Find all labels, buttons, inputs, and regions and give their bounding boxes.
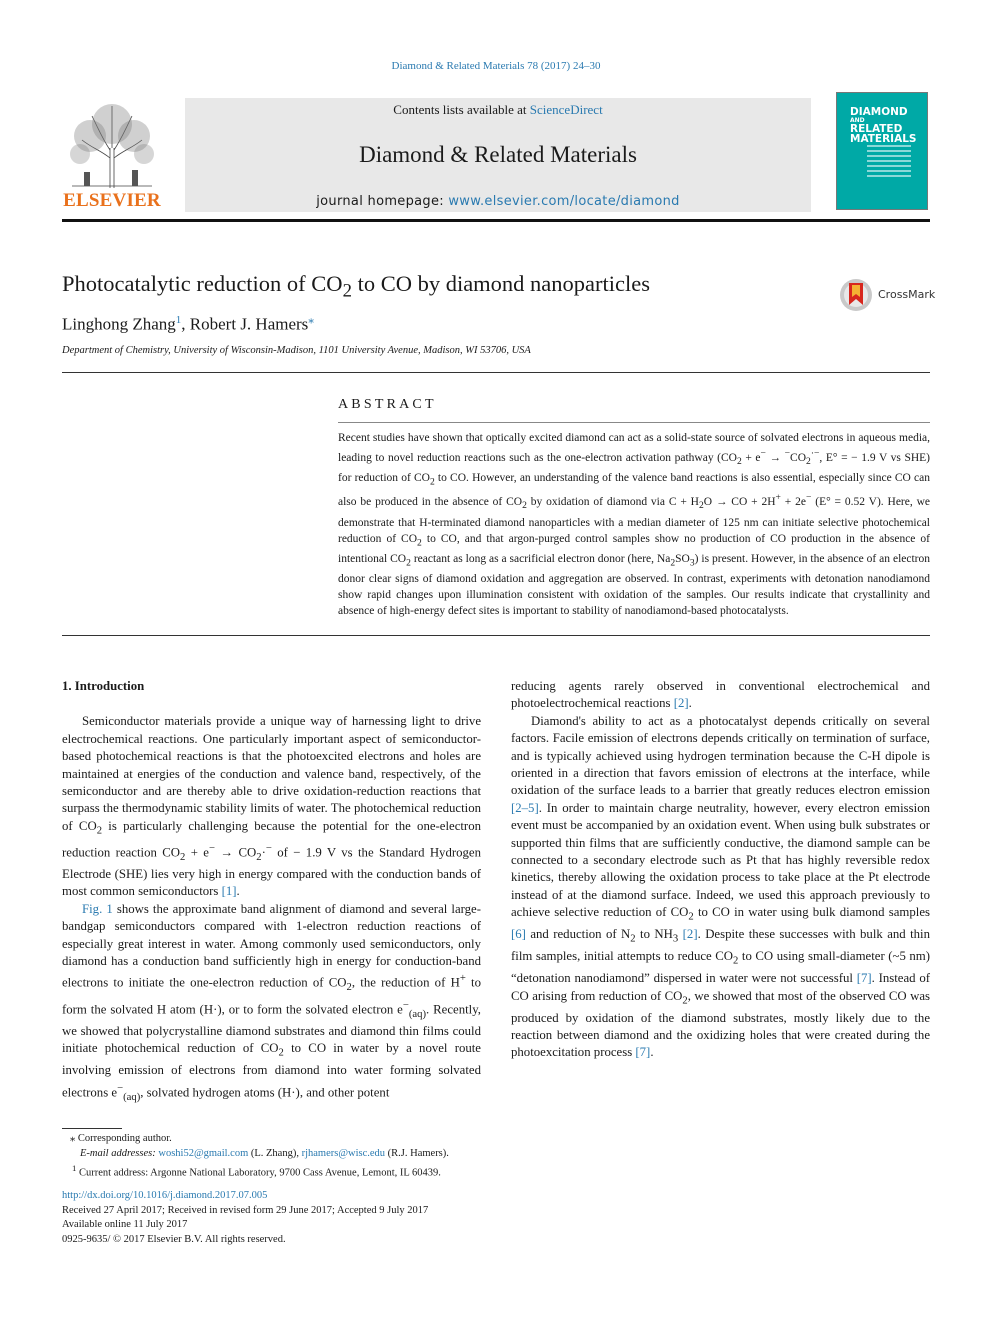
received-dates: Received 27 April 2017; Received in revised form 29 June 2017; Accepted 9 July 2017 (62, 1204, 429, 1216)
cover-title-line: DIAMOND (850, 106, 908, 118)
crossmark-badge[interactable] (838, 277, 936, 313)
doi-link[interactable]: http://dx.doi.org/10.1016/j.diamond.2017.07.005 (62, 1190, 268, 1201)
cover-title-line: AND (850, 117, 865, 124)
journal-title: Diamond & Related Materials (359, 142, 637, 167)
copyright: 0925-9635/ © 2017 Elsevier B.V. All rights reserved. (62, 1233, 286, 1245)
author-name: Linghong Zhang (62, 314, 176, 334)
paragraph: reducing agents rarely observed in conventional electrochemical and photoelectrochemical reactions [2]. (511, 679, 930, 711)
journal-cover[interactable] (836, 92, 928, 210)
contents-line (185, 102, 811, 118)
reference-link[interactable]: [2–5] (511, 800, 539, 815)
paragraph: Fig. 1 shows the approximate band alignment of diamond and several large-bandgap semiconductors compared with 1-electron reduction reactions of especially great interest in water. Among commonly used semiconductors, only diamond has a conduction band sufficiently high in energy for conduction-band electrons to initiate the one-electron reduction of $CO_2$, the reduction of H+ to form the solvated H atom (H·), or to form the solvated electron $e^-_{(aq)}$. Recently, we showed that polycrystalline diamond substrates and diamond thin films could initiate photochemical reduction of $CO_2$ to CO in water by a novel route involving emission of electrons from diamond into water forming solvated electrons $e^-_{(aq)}$, solvated hydrogen atoms (H·), and other potent (62, 901, 481, 1103)
reference-link[interactable]: [6] (511, 927, 526, 942)
figure-link[interactable]: Fig. 1 (82, 901, 113, 916)
reference-link[interactable]: [2] (673, 696, 689, 711)
body-column-left (62, 678, 481, 1106)
reference-link[interactable]: [2] (682, 927, 698, 942)
affiliation: Department of Chemistry, University of Wisconsin-Madison, 1101 University Avenue, Madison, WI 53706, USA (62, 345, 531, 356)
body-column-right (511, 678, 930, 1062)
article-info (62, 1189, 542, 1247)
elsevier-tree-icon (62, 98, 162, 190)
abstract-text: Recent studies have shown that optically excited diamond can act as a solid-state source of solvated electrons in aqueous media, leading to novel reduction reactions such as the one-electron activation pathway ($CO_2 + e^- \to ^-CO_2^{\cdot-}$, E° = − 1.9 V vs SHE) for reduction of $CO_2$ to CO. However, an understanding of the valence band reactions is also essential, especially since CO can also be produced in the absence of $CO_2$ by oxidation of diamond via $C + H_2O$ → CO + 2H+ + 2e− (E° = 0.52 V). Here, we demonstrate that H-terminated diamond nanoparticles with a median diameter of 125 nm can initiate selective photochemical reduction of $CO_2$ to CO, and that argon-purged control samples show no production of CO production in the absence of intentional $CO_2$ reactant as long as a sacrificial electron donor (here, $Na_2SO_3$) is present. However, in the absence of an electron donor clear signs of diamond oxidation and aggregation are observed. In contrast, experiments with detonation nanodiamond show rapid changes upon illumination consistent with oxidation of the samples. Our results indicate that crystallinity and absence of high-energy defect sites is important to stability of nanodiamond-based photocatalysts. (338, 432, 931, 618)
elsevier-logo[interactable] (62, 98, 162, 212)
cover-title (850, 107, 916, 144)
journal-homepage (185, 194, 811, 209)
elsevier-wordmark: ELSEVIER (63, 190, 161, 211)
journal-citation[interactable]: Diamond & Related Materials 78 (2017) 24–30 (391, 60, 601, 72)
email-link[interactable]: woshi52@gmail.com (158, 1147, 249, 1159)
current-address-note: $^1$ Current address: Argonne National Laboratory, 9700 Cass Avenue, Lemont, IL 60439. (72, 1163, 441, 1179)
cover-title-line: MATERIALS (850, 133, 917, 145)
online-date: Available online 11 July 2017 (62, 1219, 188, 1230)
author-name: Robert J. Hamers (189, 314, 309, 334)
sciencedirect-link[interactable]: ScienceDirect (529, 102, 603, 117)
authors: Linghong Zhang$^1$, Robert J. Hamers⁎ (62, 314, 314, 334)
email-note: E-mail addresses: woshi52@gmail.com (L. Zhang), rjhamers@wisc.edu (R.J. Hamers). (80, 1147, 449, 1159)
author-footnote-mark[interactable]: 1 (175, 314, 182, 326)
corresponding-note: ⁎ Corresponding author. (70, 1133, 172, 1144)
contents-prefix: Contents lists available at (393, 102, 530, 117)
footnote-rule (62, 1128, 122, 1129)
email-link[interactable]: rjhamers@wisc.edu (301, 1147, 386, 1159)
cover-decoration (867, 145, 911, 180)
reference-link[interactable]: [1] (221, 884, 237, 899)
abstract-heading: ABSTRACT (338, 397, 437, 412)
cover-title-line: RELATED (850, 123, 903, 135)
reference-link[interactable]: [7] (856, 971, 872, 986)
reference-link[interactable]: [7] (635, 1045, 651, 1060)
corresponding-author-mark[interactable]: ⁎ (308, 314, 314, 326)
footnotes (62, 1132, 542, 1181)
paper-title: Photocatalytic reduction of $CO_2$ to CO by diamond nanoparticles (62, 271, 651, 302)
divider (62, 635, 930, 636)
homepage-prefix: journal homepage: (316, 194, 449, 209)
crossmark-label: CrossMark (878, 288, 936, 301)
paragraph: Diamond's ability to act as a photocatalyst depends critically on several factors. Facile emission of electrons depends critically on termination of surface, and is typically achieved using hydrogen termination because the C-H dipole is oriented in a direction that favors emission of electrons at the interface, while oxidation of the surface leads to a barrier that greatly reduces electron emission [2–5]. In order to maintain charge neutrality, however, every electron emission event must be accompanied by an oxidation event. When using bulk substrates or supported thin films that are sufficiently conductive, the diamond sample can be connected to a secondary electrode such as Pt that has highly reversible redox kinetics, thereby allowing the oxidation process to take place at the Pt electrode instead of at the diamond surface. Indeed, we used this approach previously to achieve selective reduction of $CO_2$ to CO in water using bulk diamond samples [6] and reduction of $N_2$ to $NH_3$ [2]. Despite these successes with bulk and thin film samples, initial attempts to reduce $CO_2$ to CO using small-diameter (~5 nm) “detonation nanodiamond” dispersed in water were not successful [7]. Instead of CO arising from reduction of $CO_2$, we showed that most of the observed CO was produced by oxidation of the diamond substrates, mostly likely due to the reaction between diamond and the oxidizing holes that were created during the photoexcitation process [7]. (511, 713, 930, 1060)
section-heading: 1. Introduction (62, 679, 145, 693)
paragraph: Semiconductor materials provide a unique way of harnessing light to drive electrochemical reactions. One particularly important aspect of semiconductor-based photochemical reactions is that the photoexcited electrons and holes are maintained at energies of the conduction and valence band, respectively, of the semiconductor and are thereby able to drive oxidation-reduction reactions that surpass the thermodynamic stability limits of water. The photochemical reduction of $CO_2$ is particularly challenging because the potential for the one-electron reduction reaction $CO_2 + e^- \to CO_2\cdot^-$ of − 1.9 V vs the Standard Hydrogen Electrode (SHE) lies very high in energy compared with the conduction bands of most common semiconductors [1]. (62, 714, 481, 899)
homepage-link[interactable]: www.elsevier.com/locate/diamond (448, 194, 680, 209)
divider (338, 422, 930, 423)
divider (62, 372, 930, 373)
header-rule (62, 219, 930, 222)
crossmark-icon (838, 277, 874, 313)
